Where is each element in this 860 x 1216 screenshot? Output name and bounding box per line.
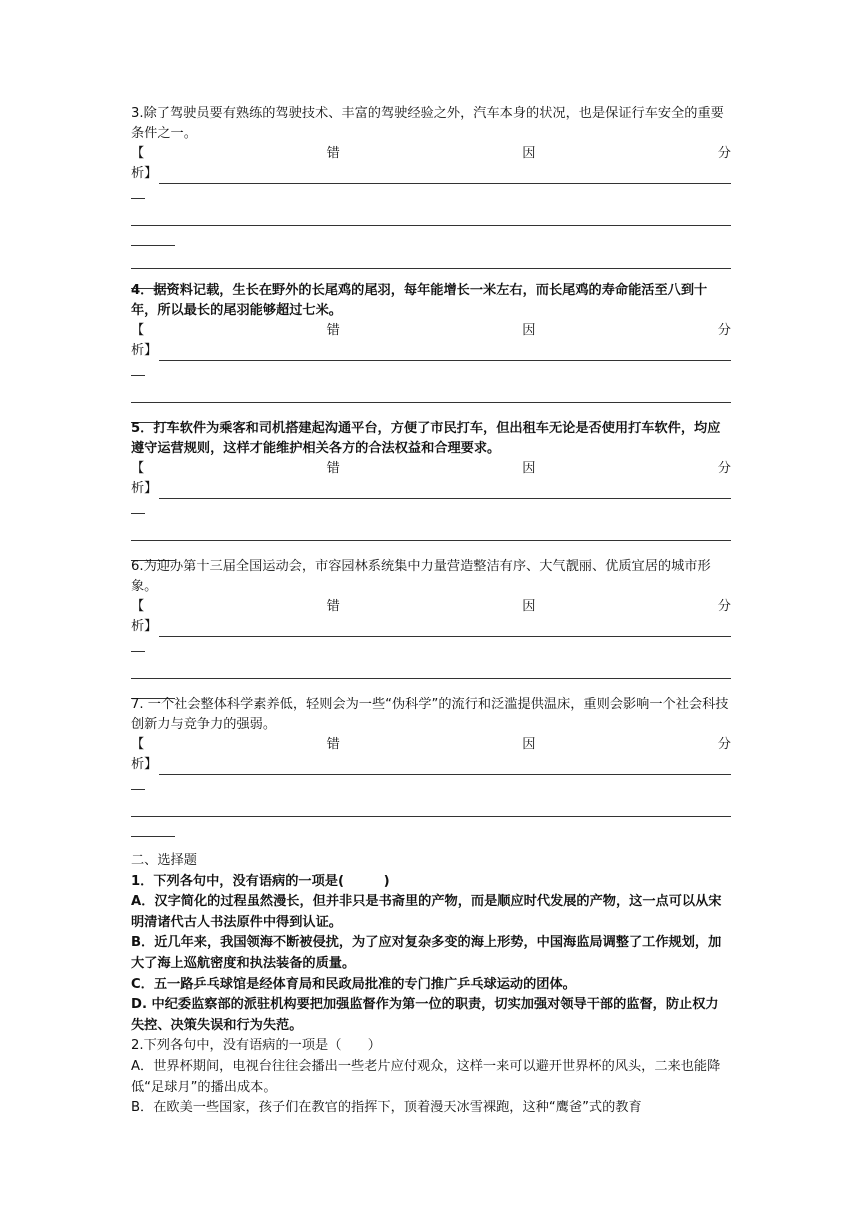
answer-line[interactable]: 析】 <box>131 617 731 637</box>
error-analysis-label: 【 错 因 分 <box>131 599 731 614</box>
choice-section <box>131 851 731 1119</box>
answer-line-short[interactable] <box>131 184 145 199</box>
answer-line[interactable] <box>131 252 731 269</box>
option-a: A．世界杯期间，电视台往往会播出一些老片应付观众，这样一来可以避开世界杯的风头，二来也能降低“足球月”的播出成本。 <box>131 1058 721 1095</box>
question-stem: 2.下列各句中，没有语病的一项是（ ） <box>131 1038 381 1054</box>
error-analysis-label: 【 错 因 分 <box>131 737 731 752</box>
answer-line[interactable] <box>131 386 731 403</box>
answer-line[interactable]: 析】 <box>131 341 731 361</box>
question-5 <box>131 419 731 561</box>
answer-line-short[interactable] <box>131 822 175 837</box>
error-analysis-label: 【 错 因 分 <box>131 323 731 338</box>
error-analysis-label: 【 错 因 分 <box>131 461 731 476</box>
option-d: D. 中纪委监察部的派驻机构要把加强监督作为第一位的职责，切实加强对领导干部的监督，防止权力失控、决策失误和行为失范。 <box>131 997 719 1033</box>
question-text: 4．据资料记载，生长在野外的长尾鸡的尾羽，每年能增长一米左右，而长尾鸡的寿命能活至八到十年，所以最长的尾羽能够超过七米。 <box>131 283 708 318</box>
question-text: 7. 一个社会整体科学素养低，轻则会为一些“伪科学”的流行和泛滥提供温床，重则会影响一个社会科技创新力与竞争力的强弱。 <box>131 697 729 732</box>
option-c: C．五一路乒乓球馆是经体育局和民政局批准的专门推广乒乓球运动的团体。 <box>131 976 576 992</box>
question-text: 3.除了驾驶员要有熟练的驾驶技术、丰富的驾驶经验之外，汽车本身的状况，也是保证行车安全的重要条件之一。 <box>131 106 724 141</box>
answer-line[interactable] <box>131 662 731 679</box>
answer-line-short[interactable] <box>131 637 145 652</box>
answer-line[interactable] <box>131 209 731 226</box>
option-b: B．在欧美一些国家，孩子们在教官的指挥下，顶着漫天冰雪裸跑，这种“鹰爸”式的教育 <box>131 1100 642 1116</box>
answer-line[interactable] <box>131 524 731 541</box>
option-b: B．近几年来，我国领海不断被侵扰，为了应对复杂多变的海上形势，中国海监局调整了工作规划，加大了海上巡航密度和执法装备的质量。 <box>131 935 722 971</box>
option-a: A．汉字简化的过程虽然漫长，但并非只是书斋里的产物，而是顺应时代发展的产物，这一点可以从宋明清诸代古人书法原件中得到认证。 <box>131 894 722 930</box>
answer-line[interactable]: 析】 <box>131 479 731 499</box>
answer-line[interactable] <box>131 800 731 817</box>
answer-line[interactable]: 析】 <box>131 755 731 775</box>
question-6 <box>131 557 731 699</box>
question-3 <box>131 104 731 289</box>
question-stem: 1．下列各句中，没有语病的一项是( ) <box>131 873 390 889</box>
answer-line-short[interactable] <box>131 499 145 514</box>
answer-line-short[interactable] <box>131 775 145 790</box>
question-7 <box>131 695 731 837</box>
question-text: 6.为迎办第十三届全国运动会，市容园林系统集中力量营造整洁有序、大气靓丽、优质宜居的城市形象。 <box>131 559 711 594</box>
question-4 <box>131 281 731 423</box>
error-analysis-label: 【 错 因 分 <box>131 146 731 161</box>
answer-line-short[interactable] <box>131 231 175 246</box>
answer-line-short[interactable] <box>131 361 145 376</box>
question-text: 5．打车软件为乘客和司机搭建起沟通平台，方便了市民打车，但出租车无论是否使用打车软件，均应遵守运营规则，这样才能维护相关各方的合法权益和合理要求。 <box>131 421 721 456</box>
answer-line[interactable]: 析】 <box>131 164 731 184</box>
section-title: 二、选择题 <box>131 853 197 868</box>
